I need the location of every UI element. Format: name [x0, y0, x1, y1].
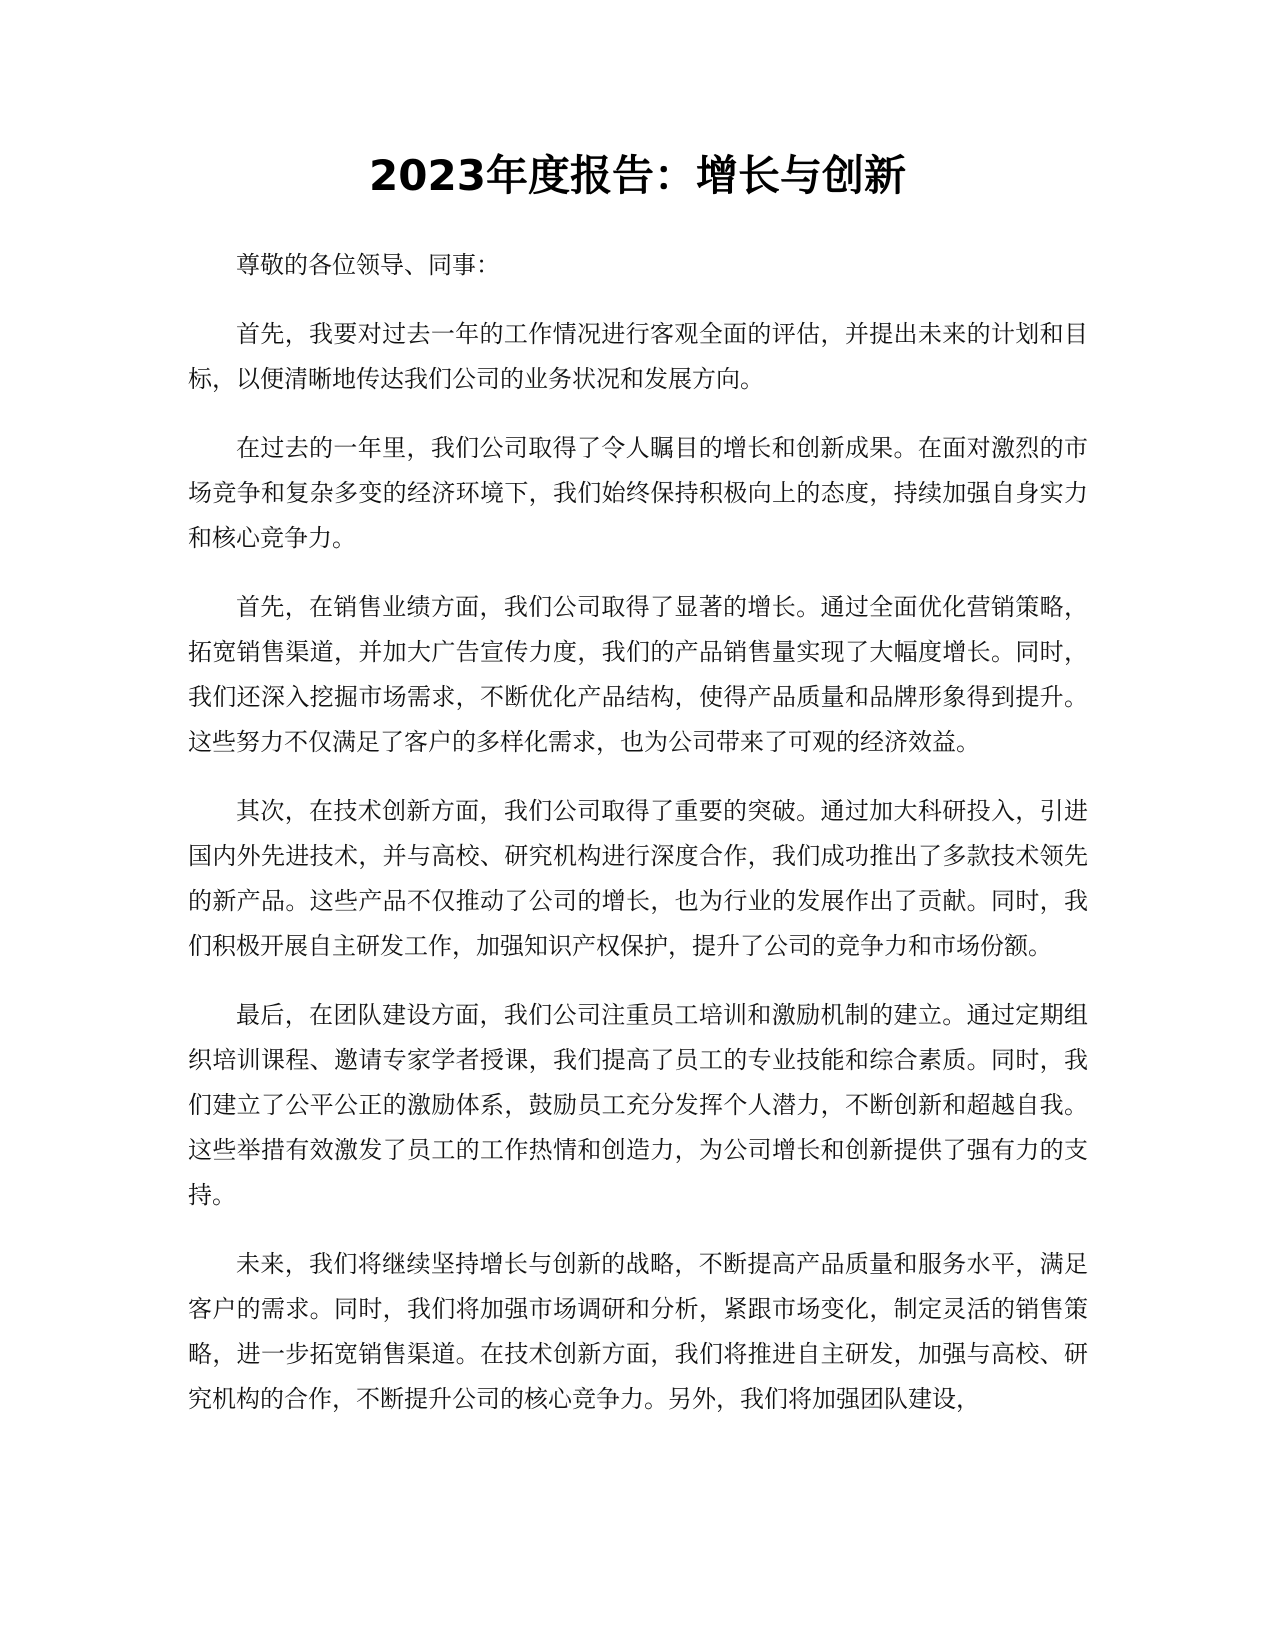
salutation: 尊敬的各位领导、同事：: [236, 251, 500, 279]
paragraph-sales: 首先，在销售业绩方面，我们公司取得了显著的增长。通过全面优化营销策略，拓宽销售渠道，并加大广告宣传力度，我们的产品销售量实现了大幅度增长。同时，我们还深入挖掘市场需求，不断优化产品结构，使得产品质量和品牌形象得到提升。这些努力不仅满足了客户的多样化需求，也为公司带来了可观的经济效益。: [188, 593, 1088, 756]
document-title: 2023年度报告：增长与创新: [369, 151, 906, 200]
paragraph-intro: 首先，我要对过去一年的工作情况进行客观全面的评估，并提出未来的计划和目标，以便清晰地传达我们公司的业务状况和发展方向。: [188, 320, 1088, 393]
paragraph-future: 未来，我们将继续坚持增长与创新的战略，不断提高产品质量和服务水平，满足客户的需求。同时，我们将加强市场调研和分析，紧跟市场变化，制定灵活的销售策略，进一步拓宽销售渠道。在技术创新方面，我们将推进自主研发，加强与高校、研究机构的合作，不断提升公司的核心竞争力。另外，我们将加强团队建设，: [188, 1250, 1088, 1413]
document-body: [188, 243, 1088, 1446]
paragraph-team: 最后，在团队建设方面，我们公司注重员工培训和激励机制的建立。通过定期组织培训课程、邀请专家学者授课，我们提高了员工的专业技能和综合素质。同时，我们建立了公平公正的激励体系，鼓励员工充分发挥个人潜力，不断创新和超越自我。这些举措有效激发了员工的工作热情和创造力，为公司增长和创新提供了强有力的支持。: [188, 1001, 1088, 1209]
paragraph-overview: 在过去的一年里，我们公司取得了令人瞩目的增长和创新成果。在面对激烈的市场竞争和复杂多变的经济环境下，我们始终保持积极向上的态度，持续加强自身实力和核心竞争力。: [188, 434, 1088, 552]
paragraph-technology: 其次，在技术创新方面，我们公司取得了重要的突破。通过加大科研投入，引进国内外先进技术，并与高校、研究机构进行深度合作，我们成功推出了多款技术领先的新产品。这些产品不仅推动了公司的增长，也为行业的发展作出了贡献。同时，我们积极开展自主研发工作，加强知识产权保护，提升了公司的竞争力和市场份额。: [188, 797, 1088, 960]
